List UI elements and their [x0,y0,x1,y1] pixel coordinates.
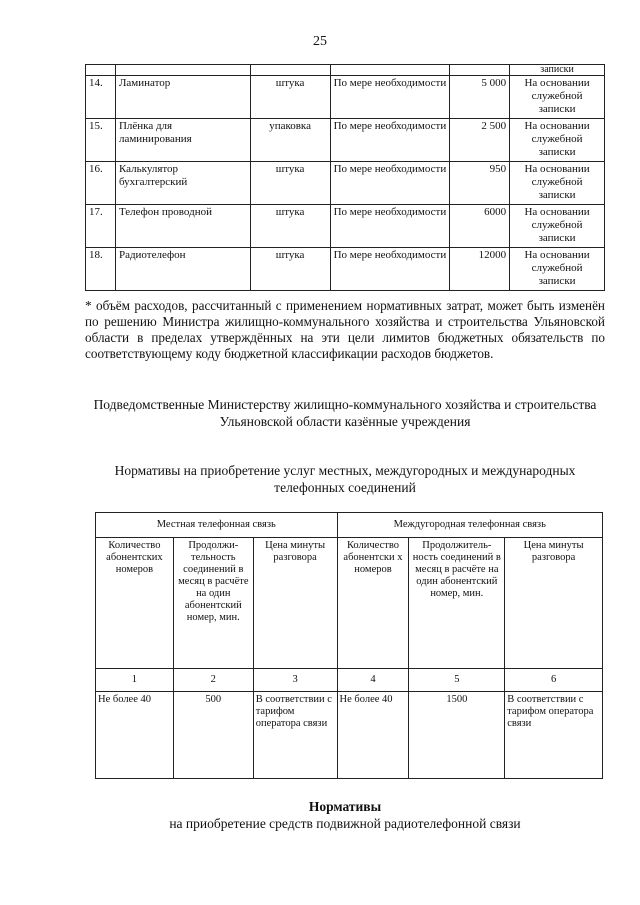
item-basis: На основании служебной записки [510,205,605,248]
item-price: 12000 [450,248,510,291]
table-cell: 500 [173,692,253,779]
table-row [86,162,605,205]
subordinate-heading: Подведомственные Министерству жилищно-коммунального хозяйства и строительства Ульяновской области казённые учреждения [93,397,597,429]
table-cell: Не более 40 [96,692,174,779]
row-number: 16. [86,162,116,205]
phone-norms-table [95,512,603,779]
column-number: 1 [96,669,174,692]
item-basis: На основании служебной записки [510,119,605,162]
item-period: По мере необходимости [330,248,450,291]
item-name: Калькулятор бухгалтерский [115,162,250,205]
item-name: Плёнка для ламинирования [115,119,250,162]
column-number: 6 [505,669,603,692]
column-number: 3 [253,669,337,692]
item-basis: На основании служебной записки [510,162,605,205]
item-unit: штука [250,248,330,291]
item-unit: штука [250,76,330,119]
table-cell: 1500 [409,692,505,779]
row-number: 14. [86,76,116,119]
table-row [86,205,605,248]
table-cell: В соответствии с тарифом оператора связи [505,692,603,779]
item-name: Ламинатор [115,76,250,119]
table-cell [86,65,116,76]
item-unit: упаковка [250,119,330,162]
table-cell [250,65,330,76]
item-basis: На основании служебной записки [510,248,605,291]
column-header: Продолжи-тельность соединений в месяц в расчёте на один абонентский номер, мин. [173,538,253,669]
column-number: 4 [337,669,409,692]
table-header-group-row [96,513,603,538]
item-basis: На основании служебной записки [510,76,605,119]
page-number: 25 [313,34,327,49]
column-header: Цена минуты разговора [505,538,603,669]
table-row [86,76,605,119]
mobile-norms-title-line1: Нормативы [308,799,382,814]
column-header: Продолжитель-ность соединений в месяц в расчёте на один абонентский номер, мин. [409,538,505,669]
column-number: 5 [409,669,505,692]
item-period: По мере необходимости [330,119,450,162]
table-cell-basis: записки [510,65,605,76]
table-row-continuation [86,65,605,76]
table-row [86,119,605,162]
table-cell [115,65,250,76]
table-cell: В соответствии с тарифом оператора связи [253,692,337,779]
group-local-header: Местная телефонная связь [96,513,338,538]
item-name: Радиотелефон [115,248,250,291]
item-period: По мере необходимости [330,205,450,248]
item-name: Телефон проводной [115,205,250,248]
item-price: 6000 [450,205,510,248]
footnote: * объём расходов, рассчитанный с применением нормативных затрат, может быть изменён по решению Министра жилищно-коммунального хозяйства и строительства Ульяновской области в пределах утверждённых на эти цели лимитов бюджетных обязательств по соответствующему коду бюджетной классификации расходов бюджетов. [85,298,605,361]
mobile-norms-title [85,798,605,832]
row-number: 15. [86,119,116,162]
table-row [96,692,603,779]
item-unit: штука [250,205,330,248]
item-unit: штука [250,162,330,205]
item-price: 5 000 [450,76,510,119]
column-number-row [96,669,603,692]
item-price: 2 500 [450,119,510,162]
column-number: 2 [173,669,253,692]
items-table [85,64,605,291]
item-period: По мере необходимости [330,76,450,119]
group-long-distance-header: Междугородная телефонная связь [337,513,602,538]
row-number: 18. [86,248,116,291]
column-header: Количество абонентских номеров [96,538,174,669]
column-header: Количество абонентски х номеров [337,538,409,669]
table-row [86,248,605,291]
phone-section-title: Нормативы на приобретение услуг местных, междугородных и международных телефонных соединений [114,463,576,495]
item-price: 950 [450,162,510,205]
table-header-row [96,538,603,669]
row-number: 17. [86,205,116,248]
column-header: Цена минуты разговора [253,538,337,669]
item-period: По мере необходимости [330,162,450,205]
mobile-norms-title-line2: на приобретение средств подвижной радиотелефонной связи [169,816,521,831]
table-cell [450,65,510,76]
table-cell: Не более 40 [337,692,409,779]
table-cell [330,65,450,76]
